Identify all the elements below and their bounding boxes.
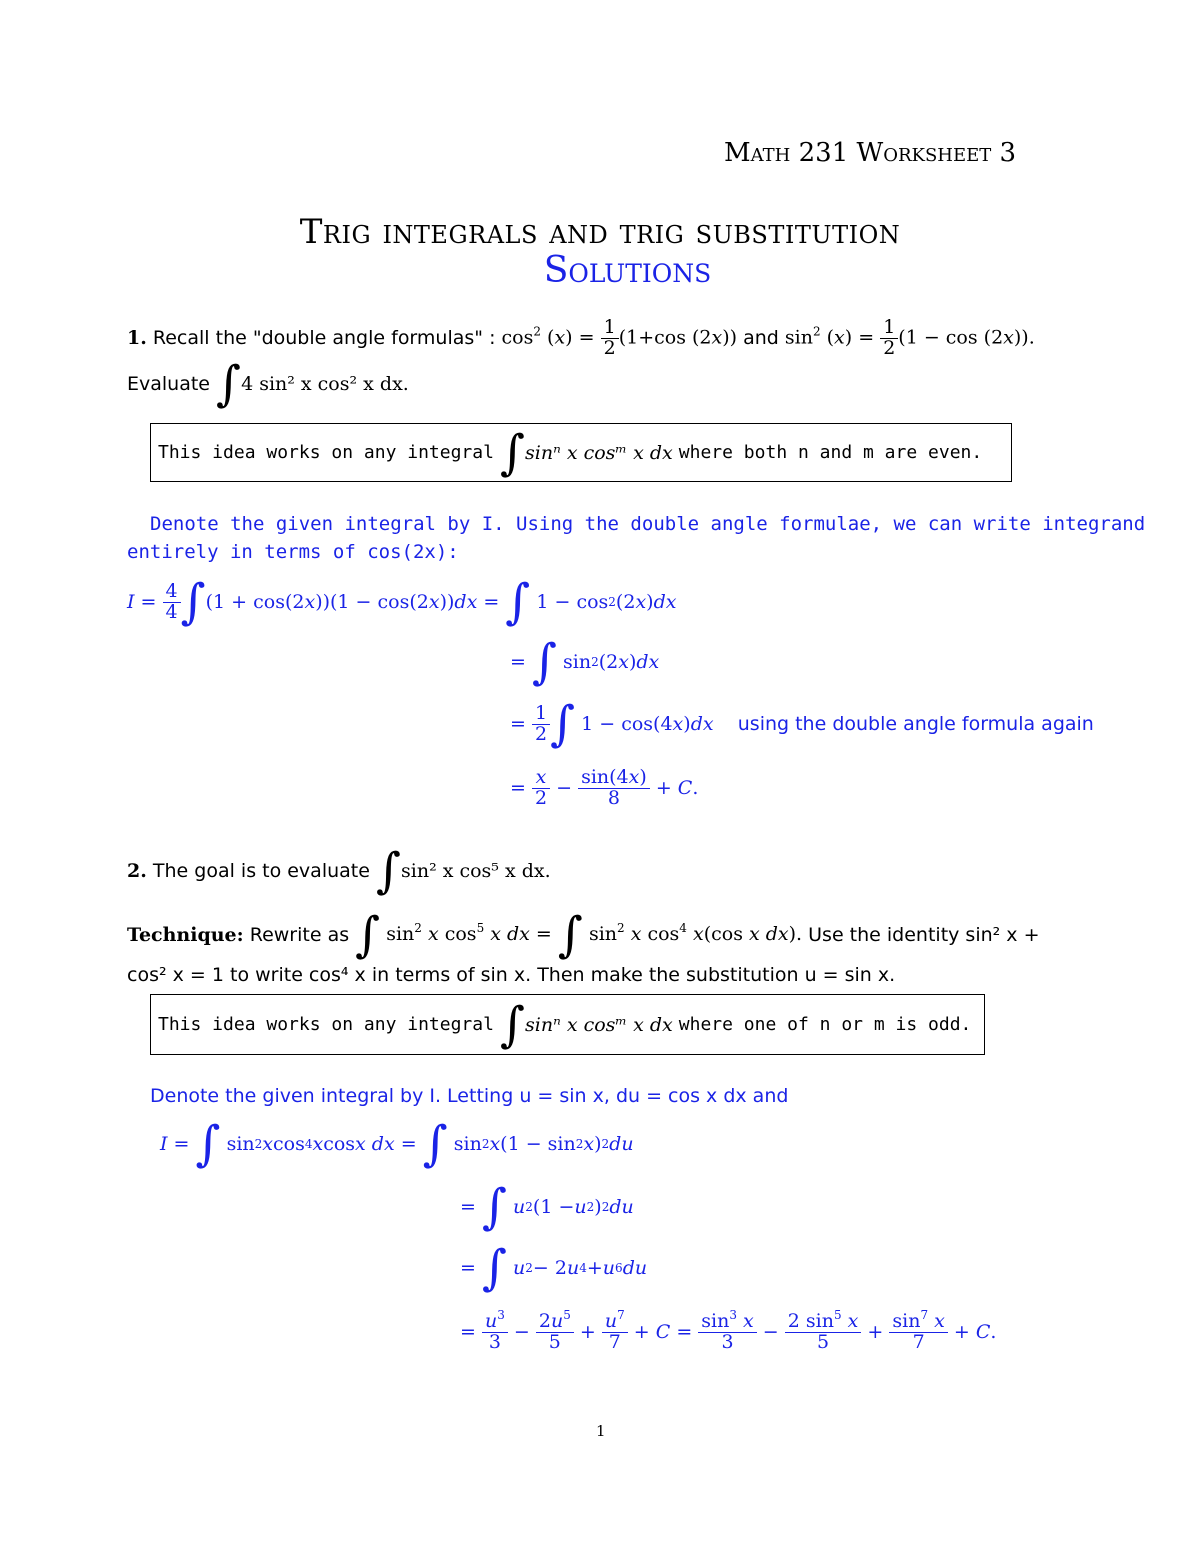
problem-2-statement (127, 845, 551, 897)
integral-sign: ∫ (557, 907, 583, 963)
integral-sign: ∫ (195, 1116, 221, 1172)
solution-1-step-2: = ∫ sin 2 (2 x ) dx (510, 634, 660, 690)
page-subtitle: Solutions (543, 250, 712, 291)
double-angle-sin: $\sin^2 (x)$ = $\frac{1}{2}$ (1 − cos (2x)). (784, 315, 1035, 359)
solution-1-result: = $\frac{x}{2}$ − $\frac{\sin(4x)}{8}$ + C . (510, 765, 699, 809)
double-angle-cos: $\cos^2 (x)$ = $\frac{1}{2}$ (1+cos (2x)) (501, 315, 738, 359)
problem-1-recall: Recall the "double angle formulas" : (152, 327, 496, 349)
page-title: Trig integrals and trig substitution (299, 212, 901, 252)
problem-2-integrand: sin² x cos⁵ x dx. (401, 860, 551, 882)
integral-sign: ∫ (481, 1240, 507, 1296)
integral-sign: ∫ (216, 356, 242, 412)
technique-line-2: cos² x = 1 to write cos⁴ x in terms of sin x. Then make the substitution u = sin x. (127, 964, 896, 986)
tip-box-even-text (158, 424, 982, 481)
solution-2-result: = $\frac{u^3}{3}$ − $\frac{2u^5}{5}$ + $\frac{u^7}{7}$ + C = $\frac{\sin^3 x}{3}$ − $\frac{2 \sin^5 x}{5}$ + $\frac{\sin^7 x}{7}$ + C . (460, 1307, 997, 1353)
solution-2-intro: Denote the given integral by I. Letting u = sin x, du = cos x dx and (150, 1085, 789, 1107)
solution-2-step-3: = ∫ u 2 − 2 u 4 + u 6 du (460, 1240, 648, 1296)
integral-sign: ∫ (422, 1116, 448, 1172)
problem-1-evaluate (127, 358, 409, 410)
tip-odd-post: where one of n or m is odd. (678, 1014, 972, 1035)
tip-box-odd-text (158, 995, 971, 1054)
integral-sign: ∫ (481, 1179, 507, 1235)
tip-even-integral: sinⁿ x cosᵐ x dx (525, 441, 673, 464)
tip-odd-pre: This idea works on any integral (158, 1014, 494, 1035)
evaluate-label: Evaluate (127, 373, 210, 395)
technique-rewrite-formula: ∫ $\sin^2 x$ $\cos^5 x$ dx = ∫ $\sin^2 x$ $\cos^4 x(\cos$ x dx). (355, 907, 803, 963)
tip-even-pre: This idea works on any integral (158, 442, 494, 463)
technique-label: Technique: (127, 924, 244, 946)
integral-sign: ∫ (375, 843, 401, 899)
integral-sign: ∫ (531, 634, 557, 690)
page-number: 1 (596, 1422, 606, 1440)
integral-sign: ∫ (550, 696, 576, 752)
integral-sign: ∫ (500, 424, 526, 481)
problem-1-integrand: 4 sin² x cos² x dx. (241, 373, 409, 395)
solution-1-step-1: I = $\frac{4}{4}$ ∫ (1 + cos(2 x ))(1 − cos(2 x )) dx = ∫ 1 − cos 2 (2 x ) dx (127, 574, 677, 630)
tip-even-post: where both n and m are even. (678, 442, 983, 463)
technique-line-1 (127, 909, 1040, 961)
integral-sign: ∫ (500, 996, 526, 1053)
problem-2-goal: The goal is to evaluate (152, 860, 370, 882)
integral-sign: ∫ (355, 907, 381, 963)
tip-odd-integral: sinⁿ x cosᵐ x dx (525, 1013, 673, 1036)
solution-1-intro-cont: entirely in terms of cos(2x): (127, 541, 459, 563)
problem-2-number: 2. (127, 860, 147, 882)
solution-2-step-2: = ∫ u 2 (1 − u 2 ) 2 du (460, 1179, 634, 1235)
solution-1-step-3: = $\frac{1}{2}$ ∫ 1 − cos(4 x ) dx using the double angle formula again (510, 696, 1094, 752)
problem-1-and: and (743, 327, 779, 349)
solution-2-step-1: I = ∫ sin 2 x cos 4 x cos x dx = ∫ sin 2 x (1 − sin 2 x ) 2 du (160, 1116, 634, 1172)
solution-1-intro: Denote the given integral by I. Using the double angle formulae, we can write integrand (150, 513, 1146, 535)
worksheet-header: Math 231 Worksheet 3 (724, 138, 1017, 168)
integral-sign: ∫ (180, 574, 206, 630)
integral-sign: ∫ (505, 574, 531, 630)
problem-1-number: 1. (127, 327, 147, 349)
technique-identity: Use the identity sin² x + (808, 924, 1040, 946)
double-angle-note: using the double angle formula again (737, 713, 1094, 735)
technique-rewrite: Rewrite as (249, 924, 350, 946)
